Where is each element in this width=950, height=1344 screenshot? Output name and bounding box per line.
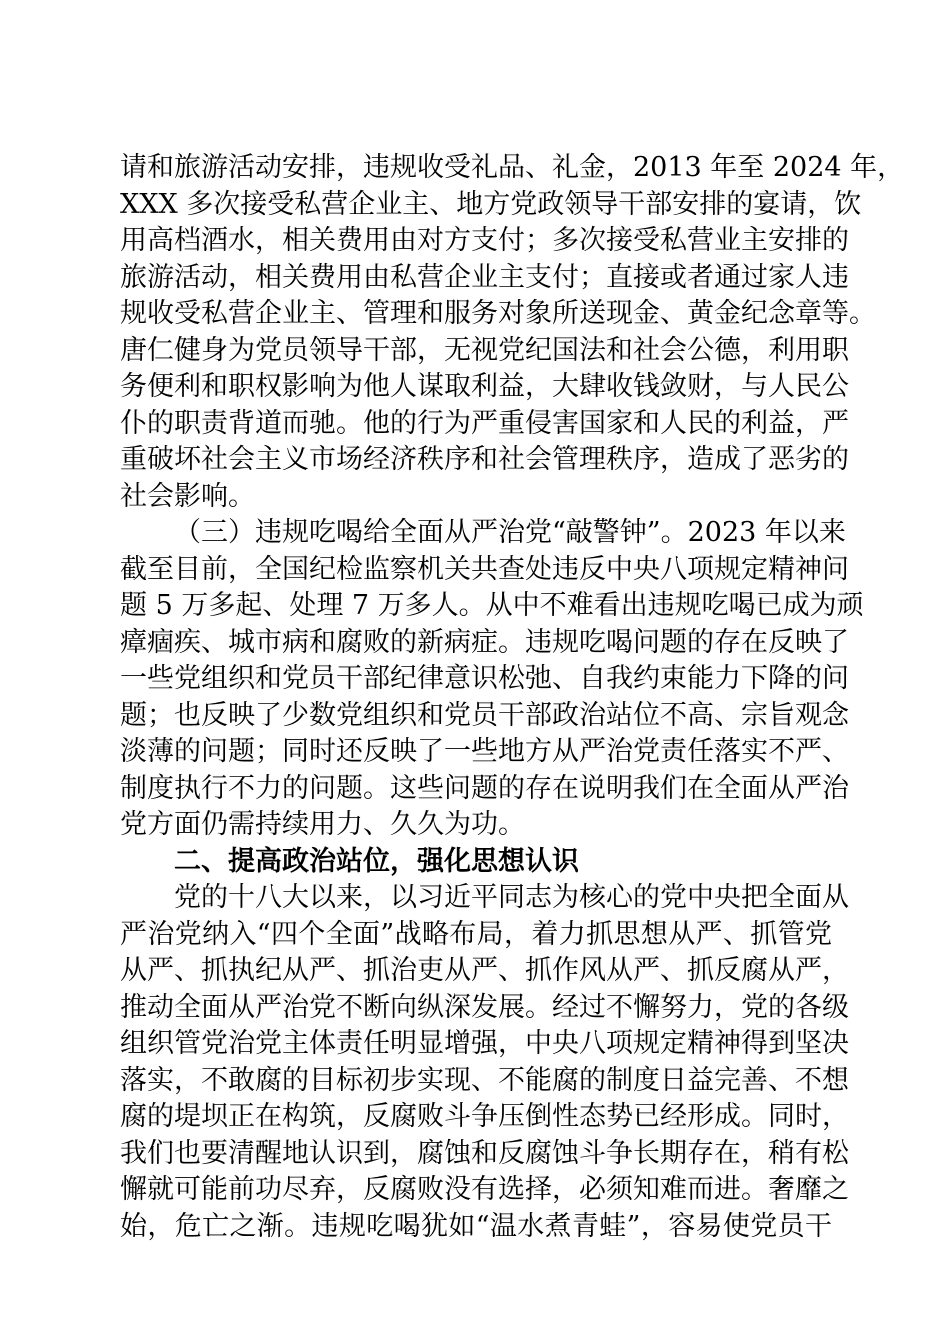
text-line: 旅游活动，相关费用由私营企业主支付；直接或者通过家人违 [120, 261, 849, 293]
text-line: 从严、抓执纪从严、抓治吏从严、抓作风从严、抓反腐从严， [120, 955, 849, 986]
text-line: 唐仁健身为党员领导干部，无视党纪国法和社会公德，利用职 [120, 334, 849, 366]
text-line: 制度执行不力的问题。这些问题的存在说明我们在全面从严治 [120, 772, 849, 804]
text-line: 瘴痼疾、城市病和腐败的新病症。违规吃喝问题的存在反映了 [120, 626, 849, 658]
text-line: 党的十八大以来，以习近平同志为核心的党中央把全面从 [174, 882, 849, 913]
text-line: 推动全面从严治党不断向纵深发展。经过不懈努力，党的各级 [120, 991, 849, 1023]
text-line: 社会影响。 [120, 480, 255, 512]
text-line: 重破坏社会主义市场经济秩序和社会管理秩序，造成了恶劣的 [120, 444, 849, 475]
text-line: 落实，不敢腐的目标初步实现、不能腐的制度日益完善、不想 [120, 1064, 849, 1096]
text-line: 请和旅游活动安排，违规收受礼品、礼金，2013 年至 2024 年， [120, 152, 905, 183]
text-line: 用高档酒水，相关费用由对方支付；多次接受私营业主安排的 [120, 225, 849, 256]
text-line: 我们也要清醒地认识到，腐蚀和反腐蚀斗争长期存在，稍有松 [120, 1137, 849, 1169]
text-line: 始，危亡之渐。违规吃喝犹如“温水煮青蛙”，容易使党员干 [120, 1210, 832, 1242]
text-line: （三）违规吃喝给全面从严治党“敲警钟”。2023 年以来 [174, 517, 846, 548]
text-line: 题；也反映了少数党组织和党员干部政治站位不高、宗旨观念 [120, 699, 849, 731]
text-line: 组织管党治党主体责任明显增强，中央八项规定精神得到坚决 [120, 1028, 849, 1059]
text-line: 党方面仍需持续用力、久久为功。 [120, 809, 525, 840]
text-line: 截至目前，全国纪检监察机关共查处违反中央八项规定精神问 [120, 553, 849, 585]
text-line: 仆的职责背道而驰。他的行为严重侵害国家和人民的利益，严 [120, 407, 849, 439]
paragraph-1 [120, 150, 905, 515]
text-line: 务便利和职权影响为他人谋取利益，大肆收钱敛财，与人民公 [120, 371, 849, 402]
text-line: 懈就可能前功尽弃，反腐败没有选择，必须知难而进。奢靡之 [120, 1174, 849, 1205]
document-page [120, 150, 905, 1245]
text-line: XXX 多次接受私营企业主、地方党政领导干部安排的宴请，饮 [120, 188, 862, 220]
paragraph-2 [120, 515, 864, 844]
text-line: 腐的堤坝正在构筑，反腐败斗争压倒性态势已经形成。同时， [120, 1101, 849, 1132]
section-heading: 二、提高政治站位，强化思想认识 [174, 845, 579, 877]
text-line: 严治党纳入“四个全面”战略布局，着力抓思想从严、抓管党 [120, 918, 832, 950]
text-line: 规收受私营企业主、管理和服务对象所送现金、黄金纪念章等。 [120, 298, 876, 329]
text-line: 一些党组织和党员干部纪律意识松弛、自我约束能力下降的问 [120, 663, 849, 694]
paragraph-3 [120, 880, 849, 1245]
text-line: 淡薄的问题；同时还反映了一些地方从严治党责任落实不严、 [120, 736, 849, 767]
text-line: 题 5 万多起、处理 7 万多人。从中不难看出违规吃喝已成为顽 [120, 590, 864, 621]
